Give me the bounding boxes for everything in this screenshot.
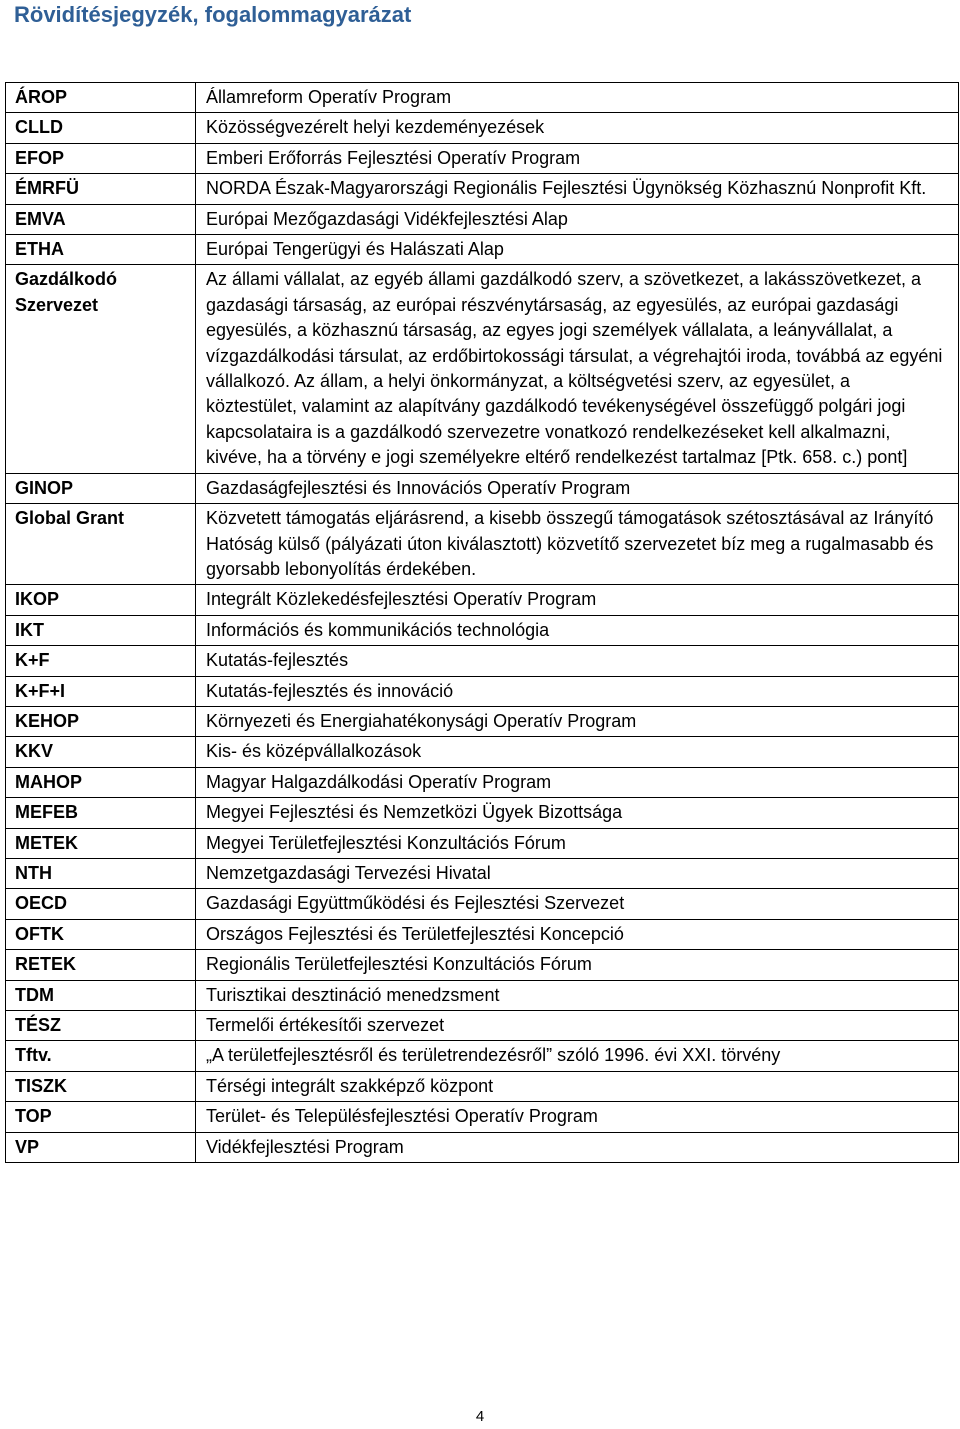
table-row bbox=[6, 1011, 959, 1041]
table-row bbox=[6, 889, 959, 919]
table-row bbox=[6, 265, 959, 473]
abbreviation-cell: K+F+I bbox=[6, 676, 196, 706]
table-row bbox=[6, 676, 959, 706]
abbreviation-cell: TÉSZ bbox=[6, 1011, 196, 1041]
abbreviation-cell: Global Grant bbox=[6, 504, 196, 585]
definition-cell: Az állami vállalat, az egyéb állami gazdálkodó szerv, a szövetkezet, a lakásszövetkezet, a gazdasági társaság, az európai részvénytársaság, az egyesülés, az európai gazdasági egyesülés, a közhasznú társaság, az egyes jogi személyek vállalata, a leányvállalat, a vízgazdálkodási társulat, az erdőbirtokossági társulat, a végrehajtói iroda, továbbá az egyéni vállalkozó. Az állam, a helyi önkormányzat, a költségvetési szerv, az egyesület, a köztestület, valamint az alapítvány gazdálkodó tevékenységével összefüggő polgári jogi kapcsolataira is a gazdálkodó szervezetre vonatkozó rendelkezéseket kell alkalmazni, kivéve, ha a törvény e jogi személyekre eltérő rendelkezést tartalmaz [Ptk. 658. c.) pont] bbox=[196, 265, 959, 473]
definition-cell: Megyei Területfejlesztési Konzultációs Fórum bbox=[196, 828, 959, 858]
table-row bbox=[6, 1132, 959, 1162]
definition-cell: Emberi Erőforrás Fejlesztési Operatív Program bbox=[196, 143, 959, 173]
definition-cell: Kutatás-fejlesztés bbox=[196, 646, 959, 676]
abbreviation-cell: RETEK bbox=[6, 950, 196, 980]
abbreviation-cell: EFOP bbox=[6, 143, 196, 173]
definition-cell: Gazdasági Együttműködési és Fejlesztési Szervezet bbox=[196, 889, 959, 919]
definition-cell: Közvetett támogatás eljárásrend, a kisebb összegű támogatások szétosztásával az Irányító Hatóság külső (pályázati úton kiválasztott) közvetítő szervezetet bíz meg a rugalmasabb és gyorsabb lebonyolítás érdekében. bbox=[196, 504, 959, 585]
definition-cell: Integrált Közlekedésfejlesztési Operatív Program bbox=[196, 585, 959, 615]
definition-cell: Nemzetgazdasági Tervezési Hivatal bbox=[196, 858, 959, 888]
abbreviation-cell: GINOP bbox=[6, 473, 196, 503]
definition-cell: Magyar Halgazdálkodási Operatív Program bbox=[196, 767, 959, 797]
definition-cell: „A területfejlesztésről és területrendezésről” szóló 1996. évi XXI. törvény bbox=[196, 1041, 959, 1071]
abbreviation-cell: VP bbox=[6, 1132, 196, 1162]
definition-cell: Megyei Fejlesztési és Nemzetközi Ügyek Bizottsága bbox=[196, 798, 959, 828]
definition-cell: Kutatás-fejlesztés és innováció bbox=[196, 676, 959, 706]
table-row bbox=[6, 83, 959, 113]
table-row bbox=[6, 980, 959, 1010]
definition-cell: Kis- és középvállalkozások bbox=[196, 737, 959, 767]
abbreviation-cell: METEK bbox=[6, 828, 196, 858]
definition-cell: Regionális Területfejlesztési Konzultációs Fórum bbox=[196, 950, 959, 980]
definition-cell: Térségi integrált szakképző központ bbox=[196, 1071, 959, 1101]
abbreviation-cell: K+F bbox=[6, 646, 196, 676]
abbreviation-table bbox=[5, 82, 959, 1163]
abbreviation-cell: MEFEB bbox=[6, 798, 196, 828]
definition-cell: Környezeti és Energiahatékonysági Operatív Program bbox=[196, 706, 959, 736]
abbreviation-cell: TOP bbox=[6, 1102, 196, 1132]
table-row bbox=[6, 235, 959, 265]
definition-cell: Információs és kommunikációs technológia bbox=[196, 615, 959, 645]
table-row bbox=[6, 143, 959, 173]
page-number: 4 bbox=[475, 1408, 485, 1425]
table-row bbox=[6, 919, 959, 949]
abbreviation-cell: IKT bbox=[6, 615, 196, 645]
table-row bbox=[6, 504, 959, 585]
table-row bbox=[6, 473, 959, 503]
definition-cell: Termelői értékesítői szervezet bbox=[196, 1011, 959, 1041]
definition-cell: NORDA Észak-Magyarországi Regionális Fejlesztési Ügynökség Közhasznú Nonprofit Kft. bbox=[196, 174, 959, 204]
table-row bbox=[6, 1071, 959, 1101]
definition-cell: Közösségvezérelt helyi kezdeményezések bbox=[196, 113, 959, 143]
table-row bbox=[6, 828, 959, 858]
table-row bbox=[6, 858, 959, 888]
table-row bbox=[6, 1041, 959, 1071]
table-row bbox=[6, 950, 959, 980]
table-row bbox=[6, 615, 959, 645]
abbreviation-cell: ÉMRFÜ bbox=[6, 174, 196, 204]
page-title: Rövidítésjegyzék, fogalommagyarázat bbox=[14, 2, 412, 27]
abbreviation-cell: EMVA bbox=[6, 204, 196, 234]
abbreviation-cell: IKOP bbox=[6, 585, 196, 615]
abbreviation-cell: KKV bbox=[6, 737, 196, 767]
table-row bbox=[6, 737, 959, 767]
abbreviation-cell: MAHOP bbox=[6, 767, 196, 797]
table-row bbox=[6, 798, 959, 828]
abbreviation-cell: OFTK bbox=[6, 919, 196, 949]
abbreviation-table-body bbox=[6, 83, 959, 1163]
abbreviation-cell: CLLD bbox=[6, 113, 196, 143]
definition-cell: Államreform Operatív Program bbox=[196, 83, 959, 113]
definition-cell: Turisztikai desztináció menedzsment bbox=[196, 980, 959, 1010]
definition-cell: Európai Tengerügyi és Halászati Alap bbox=[196, 235, 959, 265]
abbreviation-cell: Gazdálkodó Szervezet bbox=[6, 265, 196, 473]
abbreviation-cell: KEHOP bbox=[6, 706, 196, 736]
definition-cell: Terület- és Településfejlesztési Operatív Program bbox=[196, 1102, 959, 1132]
table-row bbox=[6, 706, 959, 736]
abbreviation-cell: NTH bbox=[6, 858, 196, 888]
table-row bbox=[6, 174, 959, 204]
abbreviation-cell: ETHA bbox=[6, 235, 196, 265]
definition-cell: Gazdaságfejlesztési és Innovációs Operatív Program bbox=[196, 473, 959, 503]
table-row bbox=[6, 585, 959, 615]
abbreviation-cell: Tftv. bbox=[6, 1041, 196, 1071]
table-row bbox=[6, 767, 959, 797]
abbreviation-cell: TISZK bbox=[6, 1071, 196, 1101]
table-row bbox=[6, 646, 959, 676]
abbreviation-cell: ÁROP bbox=[6, 83, 196, 113]
table-row bbox=[6, 1102, 959, 1132]
definition-cell: Európai Mezőgazdasági Vidékfejlesztési Alap bbox=[196, 204, 959, 234]
table-row bbox=[6, 113, 959, 143]
table-row bbox=[6, 204, 959, 234]
definition-cell: Országos Fejlesztési és Területfejlesztési Koncepció bbox=[196, 919, 959, 949]
abbreviation-cell: TDM bbox=[6, 980, 196, 1010]
abbreviation-cell: OECD bbox=[6, 889, 196, 919]
definition-cell: Vidékfejlesztési Program bbox=[196, 1132, 959, 1162]
